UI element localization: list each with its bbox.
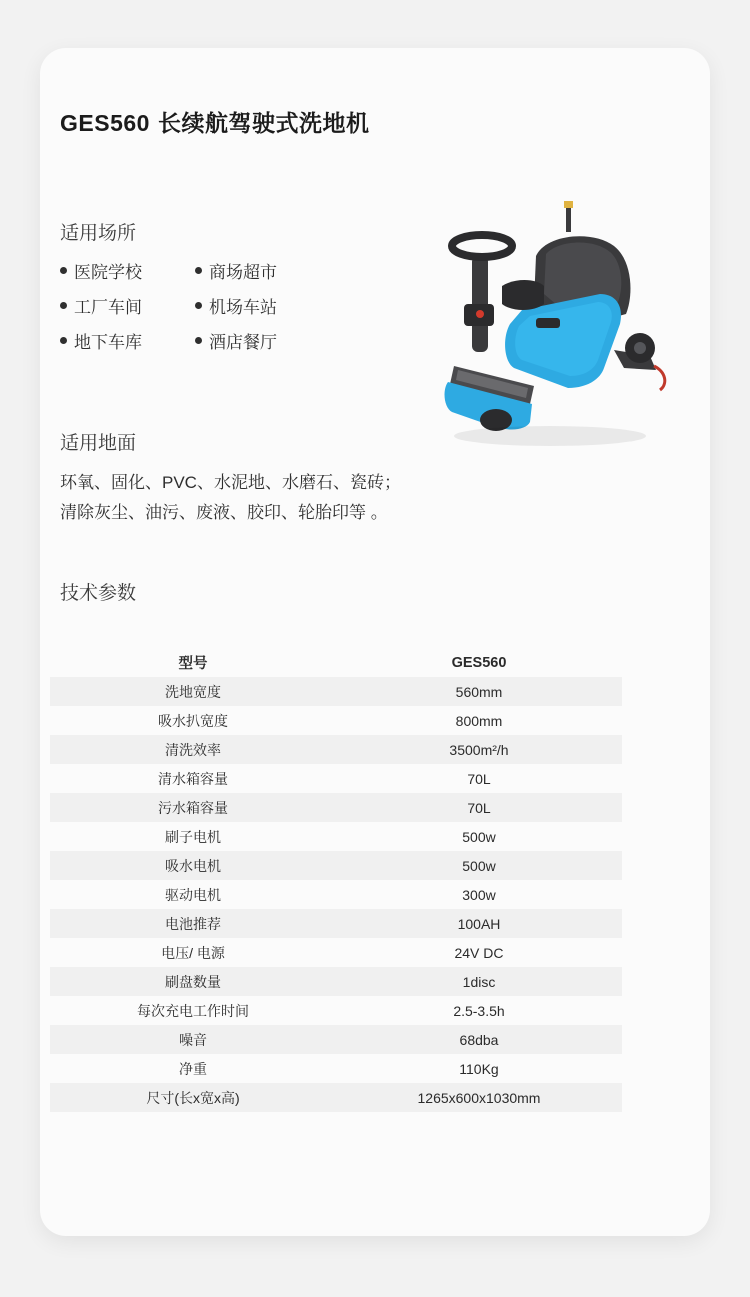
ground-shadow <box>454 426 646 446</box>
spec-value: 2.5-3.5h <box>336 996 622 1025</box>
spec-value: 70L <box>336 793 622 822</box>
bullet-icon <box>60 302 67 309</box>
spec-label: 刷盘数量 <box>50 967 336 996</box>
list-item <box>60 258 195 283</box>
spec-label: 清洗效率 <box>50 735 336 764</box>
product-name: 长续航驾驶式洗地机 <box>157 110 370 136</box>
floor-line-2: 清除灰尘、油污、废液、胶印、轮胎印等 。 <box>60 503 388 522</box>
table-row <box>50 677 622 706</box>
spec-label: 电池推荐 <box>50 909 336 938</box>
table-header-cell: 型号 <box>178 656 208 672</box>
spec-value: 1265x600x1030mm <box>336 1083 622 1112</box>
spec-label: 电压/ 电源 <box>50 938 336 967</box>
floor-description <box>60 468 620 528</box>
table-row <box>50 735 622 764</box>
seat <box>502 280 544 310</box>
table-row <box>50 706 622 735</box>
table-row <box>50 764 622 793</box>
spec-label: 净重 <box>50 1054 336 1083</box>
table-row <box>50 880 622 909</box>
bullet-icon <box>195 302 202 309</box>
table-row <box>50 909 622 938</box>
steering-wheel <box>452 235 512 257</box>
rear-wheel-hub <box>634 342 646 354</box>
table-row <box>50 822 622 851</box>
places-list <box>60 258 360 363</box>
table-row <box>50 793 622 822</box>
list-item <box>195 328 330 353</box>
places-row <box>60 293 360 318</box>
section-heading-specs: 技术参数 <box>60 583 137 604</box>
spec-value: 500w <box>336 851 622 880</box>
table-header-cell: GES560 <box>451 654 507 671</box>
bullet-icon <box>60 267 67 274</box>
page-title <box>60 105 369 138</box>
table-header-row <box>50 648 622 677</box>
table-row <box>50 967 622 996</box>
list-item <box>60 328 195 353</box>
spec-value: 560mm <box>336 677 622 706</box>
spec-label: 吸水电机 <box>50 851 336 880</box>
spec-label: 尺寸(长x宽x高) <box>50 1083 336 1112</box>
spec-value: 68dba <box>336 1025 622 1054</box>
spec-value: 70L <box>336 764 622 793</box>
mast-part <box>566 206 571 232</box>
spec-label: 清水箱容量 <box>50 764 336 793</box>
spec-value: 24V DC <box>336 938 622 967</box>
spec-value: 1disc <box>336 967 622 996</box>
place-label: 工厂车间 <box>74 298 142 317</box>
spec-value: 3500m²/h <box>336 735 622 764</box>
place-label: 酒店餐厅 <box>209 333 277 352</box>
places-row <box>60 258 360 283</box>
spec-value: 800mm <box>336 706 622 735</box>
table-row <box>50 938 622 967</box>
list-item <box>195 258 330 283</box>
section-heading-places: 适用场所 <box>60 223 137 244</box>
place-label: 机场车站 <box>209 298 277 317</box>
bullet-icon <box>195 267 202 274</box>
spec-value: 100AH <box>336 909 622 938</box>
beacon-light <box>564 201 573 208</box>
floor-line-1: 环氧、固化、PVC、水泥地、水磨石、瓷砖； <box>60 473 401 492</box>
section-heading-floor: 适用地面 <box>60 433 137 454</box>
brand-badge <box>536 318 560 328</box>
emergency-stop-button <box>476 310 484 318</box>
spec-label: 驱动电机 <box>50 880 336 909</box>
place-label: 商场超市 <box>209 263 277 282</box>
spec-label: 每次充电工作时间 <box>50 996 336 1025</box>
product-model: GES560 <box>60 110 150 136</box>
place-label: 医院学校 <box>74 263 142 282</box>
product-photo <box>418 198 688 456</box>
table-row <box>50 1025 622 1054</box>
spec-label: 吸水扒宽度 <box>50 706 336 735</box>
table-row <box>50 996 622 1025</box>
spec-label: 刷子电机 <box>50 822 336 851</box>
list-item <box>60 293 195 318</box>
spec-value: 110Kg <box>336 1054 622 1083</box>
places-row <box>60 328 360 353</box>
spec-label: 噪音 <box>50 1025 336 1054</box>
spec-label: 污水箱容量 <box>50 793 336 822</box>
spec-label: 洗地宽度 <box>50 677 336 706</box>
spec-value: 500w <box>336 822 622 851</box>
table-row <box>50 1054 622 1083</box>
spec-value: 300w <box>336 880 622 909</box>
table-row <box>50 851 622 880</box>
place-label: 地下车库 <box>74 333 142 352</box>
list-item <box>195 293 330 318</box>
bullet-icon <box>195 337 202 344</box>
spec-table <box>50 648 622 1112</box>
bullet-icon <box>60 337 67 344</box>
table-row <box>50 1083 622 1112</box>
